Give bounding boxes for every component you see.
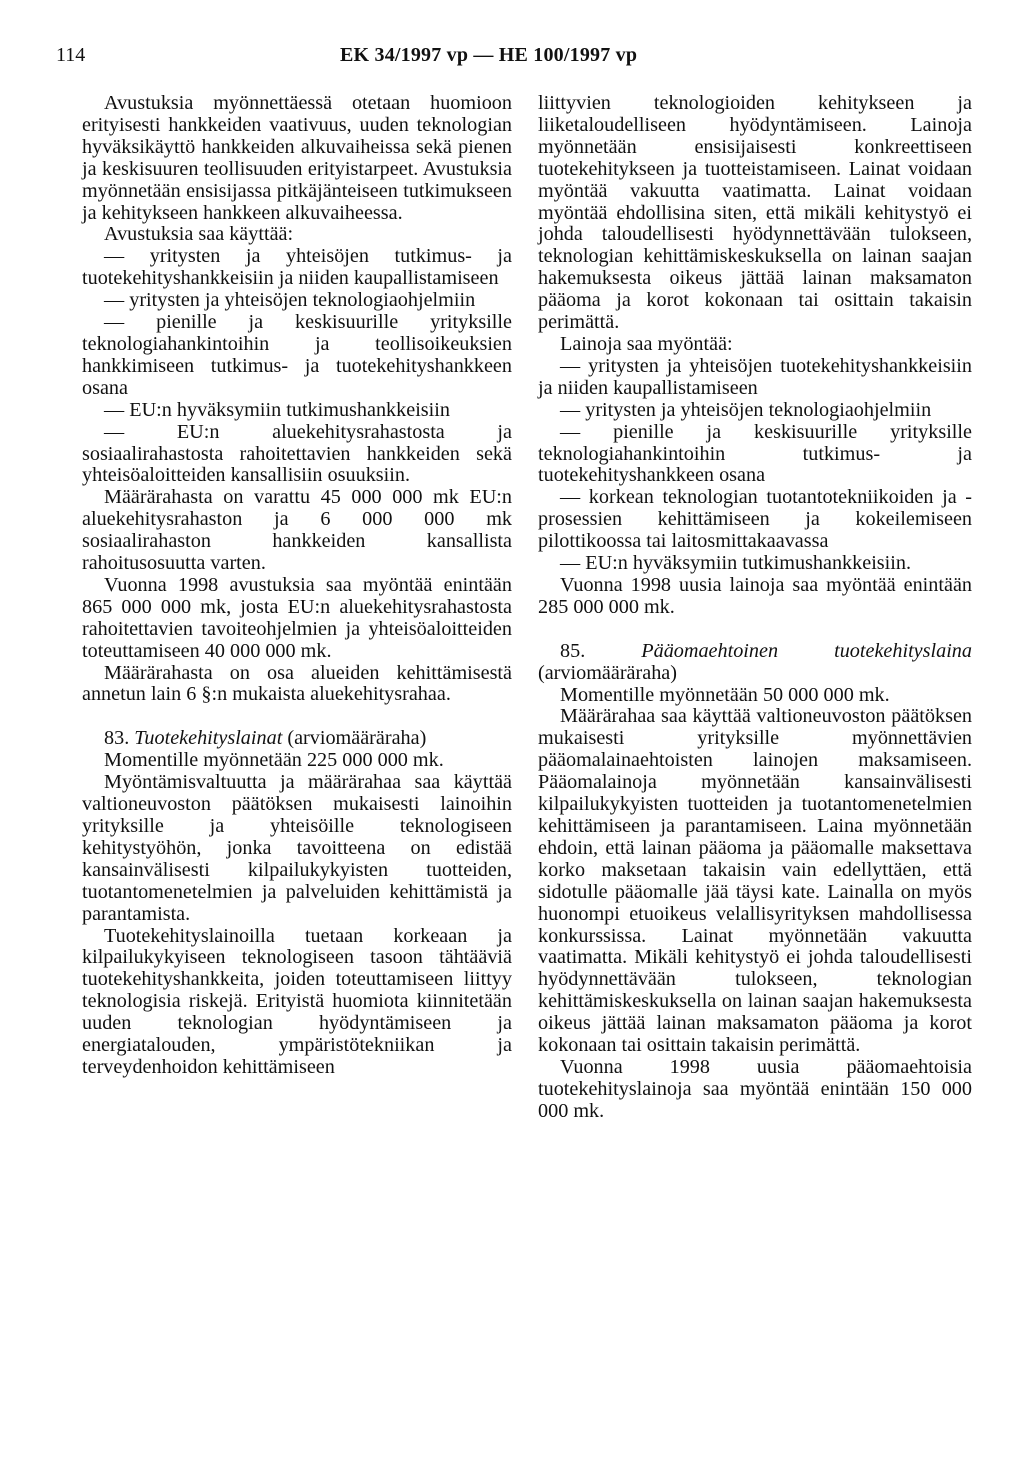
list-item: — EU:n hyväksymiin tutkimushankkeisiin (104, 398, 450, 421)
paragraph: Määrärahaa saa käyttää valtioneuvoston päätöksen mukaisesti yrityksille myönnettävien pääomalainaehtoisten lainojen maksamiseen. Pääomalainoja myönnetään kansainvälisesti kilpailukykyisten tuotteiden ja tuotantomenetelmien kehittämiseen ja parantamiseen. Laina myönnetään ehdoin, että lainan pääoma ja pääomalle maksettava korko maksetaan takaisin vain edellyttäen, että sidotulle pääomalle jää täysi kate. Lainalla on myös huonompi etuoikeus velallisyrityksen mahdollisessa konkurssissa. Lainat myönnetään vakuutta vaatimatta. Mikäli kehitystyö ei johda taloudellisesti hyödynnettävään tulokseen, teknologian kehittämiskeskuksella on lainan saajan hakemuksesta oikeus jättää lainan maksamaton pääoma ja korot kokonaan tai osittain takaisin perimättä. (538, 705, 972, 1057)
list-item: — korkean teknologian tuotantotekniikoiden ja -prosessien kehittämiseen ja kokeilemiseen pilottikoossa tai laitosmittakaavassa (538, 486, 972, 553)
paragraph: Momentille myönnetään 50 000 000 mk. (560, 683, 890, 706)
paragraph: Avustuksia saa käyttää: (104, 223, 294, 246)
section-heading-85 (538, 641, 972, 685)
paragraph: Myöntämisvaltuutta ja määrärahaa saa käyttää valtioneuvoston päätöksen mukaisesti lainoihin yrityksille ja yhteisöille teknologiseen kehitystyöhön, jonka tavoitteena on edistää kansainvälisesti kilpailukykyisten tuotteiden, tuotantomenetelmien ja palveluiden kehittämistä ja parantamista. (82, 771, 512, 925)
list-item: — yritysten ja yhteisöjen tuotekehityshankkeisiin ja niiden kaupallistamiseen (538, 354, 972, 399)
paragraph: Määrärahasta on osa alueiden kehittämisestä annetun lain 6 §:n mukaista aluekehitysrahaa. (82, 661, 512, 706)
paragraph: Vuonna 1998 uusia pääomaehtoisia tuotekehityslainoja saa myöntää enintään 150 000 000 mk. (538, 1055, 972, 1122)
list-item: — EU:n aluekehitysrahastosta ja sosiaalirahastosta rahoitettavien hankkeiden sekä yhteisöaloitteiden kansallisiin osuuksiin. (82, 420, 512, 487)
list-item: — yritysten ja yhteisöjen teknologiaohjelmiin (104, 289, 476, 312)
paragraph: Lainoja saa myöntää: (560, 332, 733, 355)
paragraph: Avustuksia myönnettäessä otetaan huomioon erityisesti hankkeiden vaativuus, uuden teknologian hyväksikäyttö hankkeiden alkuvaiheissa sekä pienen ja keskisuuren teollisuuden erityistarpeet. Avustuksia myönnetään ensisijassa pitkäjänteiseen tutkimukseen ja kehitykseen hankkeen alkuvaiheessa. (82, 92, 512, 224)
paragraph: Vuonna 1998 avustuksia saa myöntää enintään 865 000 000 mk, josta EU:n aluekehitysrahastosta rahoitettavien tavoiteohjelmien ja yhteisöaloitteiden toteuttamiseen 40 000 000 mk. (82, 573, 512, 662)
section-title: Tuotekehityslainat (134, 727, 283, 750)
list-item: — pienille ja keskisuurille yrityksille teknologiahankintoihin tutkimus- ja tuotekehityshankkeen osana (538, 420, 972, 487)
right-column (538, 93, 972, 1123)
list-item: — pienille ja keskisuurille yrityksille teknologiahankintoihin ja teollisoikeuksien hankkimiseen tutkimus- ja tuotekehityshankkeen osana (82, 311, 512, 399)
list-item: — EU:n hyväksymiin tutkimushankkeisiin. (560, 552, 912, 575)
section-title-rest: (arviomääräraha) (287, 727, 427, 750)
paragraph: Momentille myönnetään 225 000 000 mk. (104, 749, 444, 772)
list-item: — yritysten ja yhteisöjen tutkimus- ja tuotekehityshankkeisiin ja niiden kaupallistamiseen (82, 245, 512, 290)
left-column (82, 93, 512, 1079)
section-number: 83. (104, 727, 130, 750)
list-item: — yritysten ja yhteisöjen teknologiaohjelmiin (560, 398, 932, 421)
page-header (0, 44, 1024, 78)
paragraph: Määrärahasta on varattu 45 000 000 mk EU:n aluekehitysrahaston ja 6 000 000 mk sosiaalirahaston hankkeiden kansallista rahoitusosuutta varten. (82, 486, 512, 575)
section-number: 85. (560, 639, 586, 662)
paragraph: Tuotekehityslainoilla tuetaan korkeaan ja kilpailukykyiseen teknologiseen tasoon tähtääviä tuotekehityshankkeita, joiden toteuttamiseen liittyy teknologisia riskejä. Erityistä huomiota kiinnitetään uuden teknologian hyödyntämiseen ja energiatalouden, ympäristötekniikan ja terveydenhoidon kehittämiseen (82, 924, 512, 1078)
running-title: EK 34/1997 vp — HE 100/1997 vp (340, 44, 638, 66)
section-heading-83 (82, 728, 512, 750)
paragraph: liittyvien teknologioiden kehitykseen ja liiketaloudelliseen hyödyntämiseen. Lainoja myönnetään ensisijaisesti konkreettiseen tuotekehitykseen ja tuotteistamiseen. Lainat voidaan myöntää vakuutta vaatimatta. Lainat voidaan myöntää ehdollisina siten, että mikäli kehitystyö ei johda taloudellisesti hyödynnettävään tulokseen, teknologian kehittämiskeskuksella on lainan saajan hakemuksesta oikeus jättää lainan maksamaton pääoma ja korot kokonaan tai osittain takaisin perimättä. (538, 92, 972, 334)
page-number: 114 (56, 44, 86, 66)
paragraph: Vuonna 1998 uusia lainoja saa myöntää enintään 285 000 000 mk. (538, 573, 972, 618)
section-title: Pääomaehtoinen tuotekehityslaina (641, 639, 972, 662)
section-title-rest: (arviomääräraha) (538, 661, 677, 684)
